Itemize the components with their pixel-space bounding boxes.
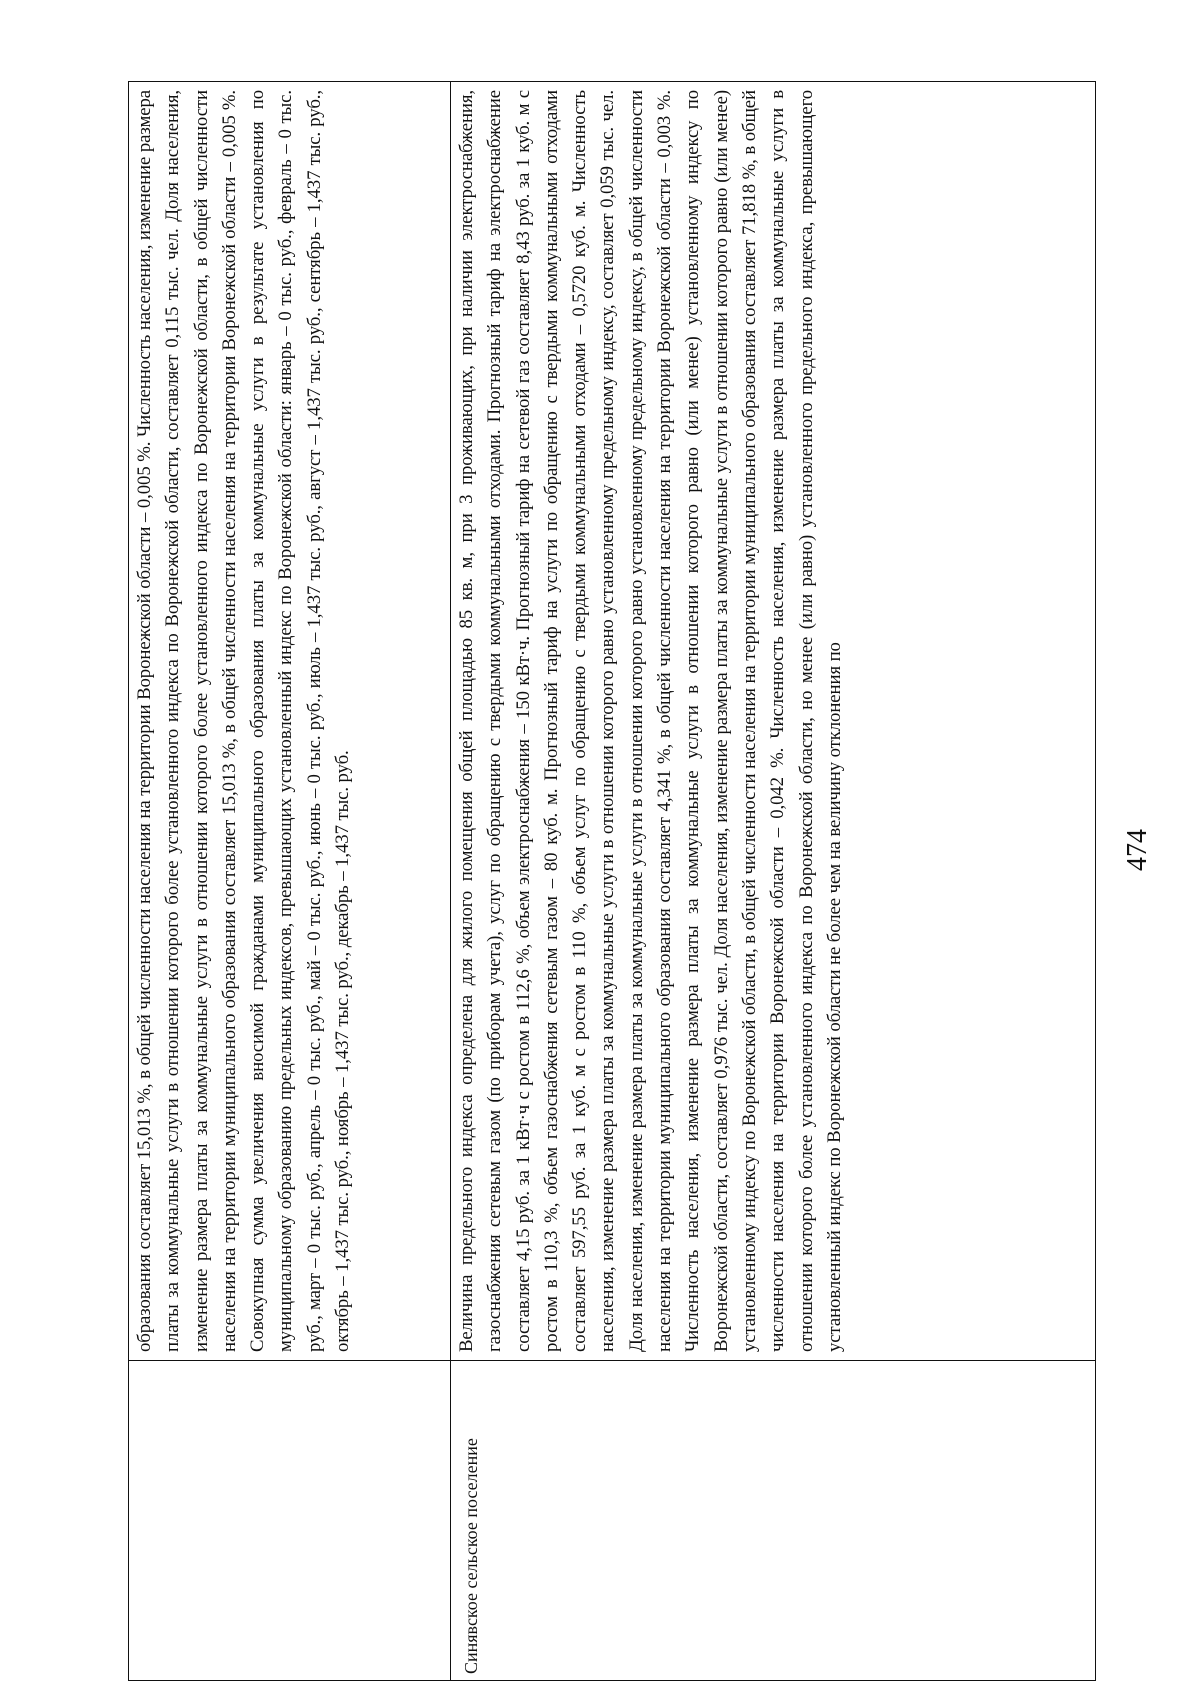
municipality-name-cell xyxy=(129,1360,451,1680)
page-number: 474 xyxy=(1122,829,1153,871)
description-cell: образования составляет 15,013 %, в общей численности населения на территории Воронежской области – 0,005 %. Численность населения, изменение размера платы за коммунальные услуги в отношении которого более установленного индекса по Воронежской области, составляет 0,115 тыс. чел. Доля населения, изменение размера платы за коммунальные услуги в отношении которого более установленного индекса по Воронежской области, в общей численности населения на территории муниципального образования составляет 15,013 %, в общей численности населения на территории Воронежской области – 0,005 %. Совокупная сумма увеличения вносимой гражданами муниципального образования платы за коммунальные услуги в результате установления по муниципальному образованию предельных индексов, превышающих установленный индекс по Воронежской области: январь – 0 тыс. руб., февраль – 0 тыс. руб., март – 0 тыс. руб., апрель – 0 тыс. руб., май – 0 тыс. руб., июнь – 0 тыс. руб., июль – 1,437 тыс. руб., август – 1,437 тыс. руб., сентябрь – 1,437 тыс. руб., октябрь – 1,437 тыс. руб., ноябрь – 1,437 тыс. руб., декабрь – 1,437 тыс. руб. xyxy=(129,82,451,1360)
municipality-name-cell: Синявское сельское поселение xyxy=(451,1360,1095,1680)
document-table xyxy=(128,81,1096,1681)
rotated-page xyxy=(10,10,1200,1690)
description-cell: Величина предельного индекса определена для жилого помещения общей площадью 85 кв. м, при 3 проживающих, при наличии электроснабжения, газоснабжения сетевым газом (по приборам учета), услуг по обращению с твердыми коммунальными отходами. Прогнозный тариф на электроснабжение составляет 4,15 руб. за 1 кВт·ч с ростом в 112,6 %, объем электроснабжения – 150 кВт·ч. Прогнозный тариф на сетевой газ составляет 8,43 руб. за 1 куб. м с ростом в 110,3 %, объем газоснабжения сетевым газом – 80 куб. м. Прогнозный тариф на услуги по обращению с твердыми коммунальными отходами составляет 597,55 руб. за 1 куб. м с ростом в 110 %, объем услуг по обращению с твердыми коммунальными отходами – 0,5720 куб. м. Численность населения, изменение размера платы за коммунальные услуги в отношении которого равно установленному предельному индексу, составляет 0,059 тыс. чел. Доля населения, изменение размера платы за коммунальные услуги в отношении которого равно установленному предельному индексу, в общей численности населения на территории муниципального образования составляет 4,341 %, в общей численности населения на территории Воронежской области – 0,003 %. Численность населения, изменение размера платы за коммунальные услуги в отношении которого равно (или менее) установленному индексу по Воронежской области, составляет 0,976 тыс. чел. Доля населения, изменение размера платы за коммунальные услуги в отношении которого равно (или менее) установленному индексу по Воронежской области, в общей численности населения на территории муниципального образования составляет 71,818 %, в общей численности населения на территории Воронежской области – 0,042 %. Численность населения, изменение размера платы за коммунальные услуги в отношении которого более установленного индекса по Воронежской области, но менее (или равно) установленного предельного индекса, превышающего установленный индекс по Воронежской области не более чем на величину отклонения по xyxy=(456,90,845,1352)
